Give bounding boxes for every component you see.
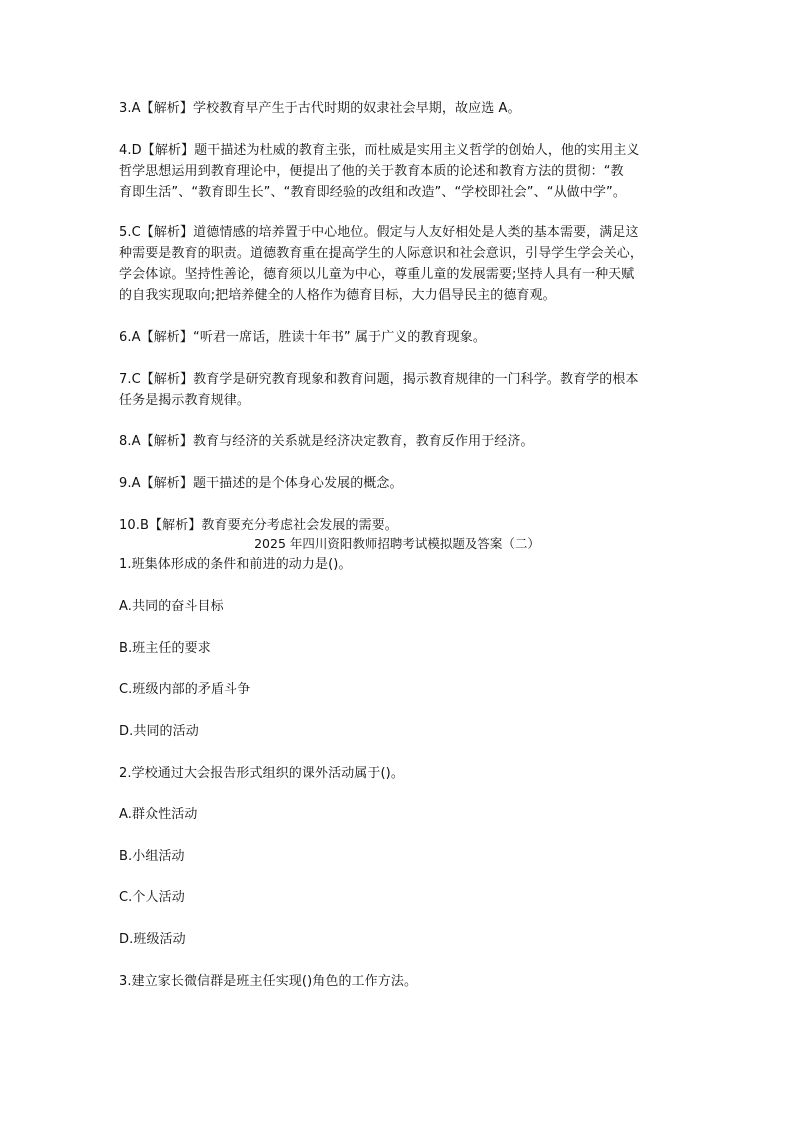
answer-8: 8.A【解析】教育与经济的关系就是经济决定教育，教育反作用于经济。 — [119, 434, 534, 449]
question-1-option-b: B.班主任的要求 — [119, 641, 211, 656]
answer-5-line-4: 的自我实现取向;把培养健全的人格作为德育目标，大力倡导民主的德育观。 — [119, 288, 556, 303]
question-2-option-c: C.个人活动 — [119, 890, 185, 905]
answer-10: 10.B【解析】教育要充分考虑社会发展的需要。 — [119, 518, 398, 533]
question-2-option-a: A.群众性活动 — [119, 807, 198, 822]
answer-7-line-1: 7.C【解析】教育学是研究教育现象和教育问题，揭示教育规律的一门科学。教育学的根本 — [119, 372, 639, 387]
answer-4-line-2: 哲学思想运用到教育理论中，便提出了他的关于教育本质的论述和教育方法的贯彻：“教 — [119, 164, 624, 179]
answer-7-line-2: 任务是揭示教育规律。 — [119, 393, 251, 408]
answer-5-line-3: 学会体谅。坚持性善论，德育须以儿童为中心，尊重儿童的发展需要;坚持人具有一种天赋 — [119, 267, 635, 282]
answer-5-line-2: 种需要是教育的职责。道德教育重在提高学生的人际意识和社会意识，引导学生学会关心， — [119, 246, 644, 261]
question-2-option-b: B.小组活动 — [119, 849, 185, 864]
question-2-option-d: D.班级活动 — [119, 932, 186, 947]
question-3-stem: 3.建立家长微信群是班主任实现()角色的工作方法。 — [119, 974, 418, 989]
section-title: 2025 年四川资阳教师招聘考试模拟题及答案（二） — [254, 536, 540, 551]
question-1-option-c: C.班级内部的矛盾斗争 — [119, 682, 251, 697]
answer-5-line-1: 5.C【解析】道德情感的培养置于中心地位。假定与人友好相处是人类的基本需要，满足这 — [119, 225, 639, 240]
question-1-option-a: A.共同的奋斗目标 — [119, 599, 224, 614]
question-1-option-d: D.共同的活动 — [119, 724, 199, 739]
answer-3: 3.A【解析】学校教育早产生于古代时期的奴隶社会早期，故应选 A。 — [119, 101, 521, 116]
question-2-stem: 2.学校通过大会报告形式组织的课外活动属于()。 — [119, 766, 404, 781]
answer-4-line-3: 育即生活”、“教育即生长”、“教育即经验的改组和改造”、“学校即社会”、“从做中学”。 — [119, 185, 626, 200]
answer-4-line-1: 4.D【解析】题干描述为杜威的教育主张，而杜威是实用主义哲学的创始人，他的实用主义 — [119, 143, 640, 158]
answer-6: 6.A【解析】“听君一席话，胜读十年书” 属于广义的教育现象。 — [119, 330, 486, 345]
answer-9: 9.A【解析】题干描述的是个体身心发展的概念。 — [119, 476, 403, 491]
question-1-stem: 1.班集体形成的条件和前进的动力是()。 — [119, 557, 352, 572]
